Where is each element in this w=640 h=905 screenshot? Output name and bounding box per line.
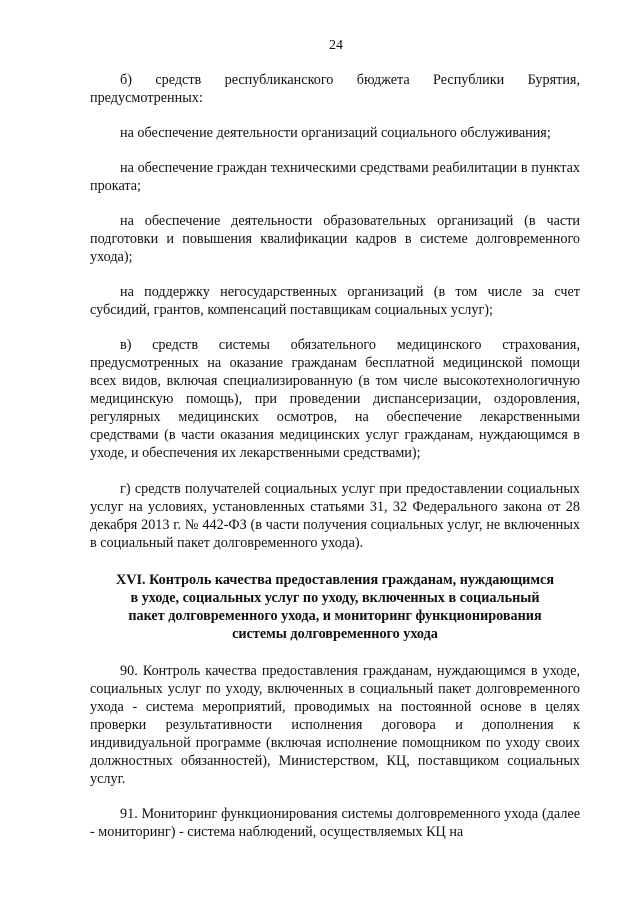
section-heading-line: пакет долговременного ухода, и мониторинг функционирования bbox=[128, 608, 542, 624]
paragraph-rehabilitation-means: на обеспечение граждан техническими средствами реабилитации в пунктах проката; bbox=[90, 160, 580, 194]
paragraph-b: б) средств республиканского бюджета Республики Бурятия, предусмотренных: bbox=[90, 72, 580, 106]
clause-90: 90. Контроль качества предоставления гражданам, нуждающимся в уходе, социальных услуг по уходу, включенных в социальный пакет долговременного ухода - система мероприятий, проводимых на постоянной основе в целях проверки результативности исполнения договора и дополнения к индивидуальной программе (включая исполнение помощником по уходу своих должностных обязанностей), Министерством, КЦ, поставщиком социальных услуг. bbox=[90, 663, 580, 787]
section-heading bbox=[90, 571, 580, 643]
paragraph-nongovernmental-support: на поддержку негосударственных организаций (в том числе за счет субсидий, грантов, компенсаций поставщикам социальных услуг); bbox=[90, 284, 580, 318]
page-number: 24 bbox=[329, 38, 343, 53]
section-heading-line: системы долговременного ухода bbox=[232, 626, 438, 642]
paragraph-g: г) средств получателей социальных услуг при предоставлении социальных услуг на условиях, установленных статьями 31, 32 Федерального закона от 28 декабря 2013 г. № 442-ФЗ (в части получения социальных услуг, не включенных в социальный пакет долговременного ухода). bbox=[90, 481, 580, 551]
clause-91: 91. Мониторинг функционирования системы долговременного ухода (далее - мониторинг) - система наблюдений, осуществляемых КЦ на bbox=[90, 806, 580, 840]
paragraph-education-organizations: на обеспечение деятельности образовательных организаций (в части подготовки и повышения квалификации кадров в системе долговременного ухода); bbox=[90, 213, 580, 265]
section-heading-line: в уходе, социальных услуг по уходу, включенных в социальный bbox=[130, 590, 540, 606]
document-body bbox=[90, 71, 580, 841]
section-heading-line: XVI. Контроль качества предоставления гражданам, нуждающимся bbox=[116, 572, 554, 588]
paragraph-v: в) средств системы обязательного медицинского страхования, предусмотренных на оказание гражданам бесплатной медицинской помощи всех видов, включая специализированную (в том числе высокотехнологичную медицинскую помощь), при проведении диспансеризации, оздоровления, регулярных медицинских осмотров, на обеспечение лекарственными средствами (в части оказания медицинских услуг гражданам, нуждающимся в уходе, и обеспечения их лекарственными средствами); bbox=[90, 337, 580, 461]
paragraph-social-organizations: на обеспечение деятельности организаций социального обслуживания; bbox=[120, 125, 551, 141]
